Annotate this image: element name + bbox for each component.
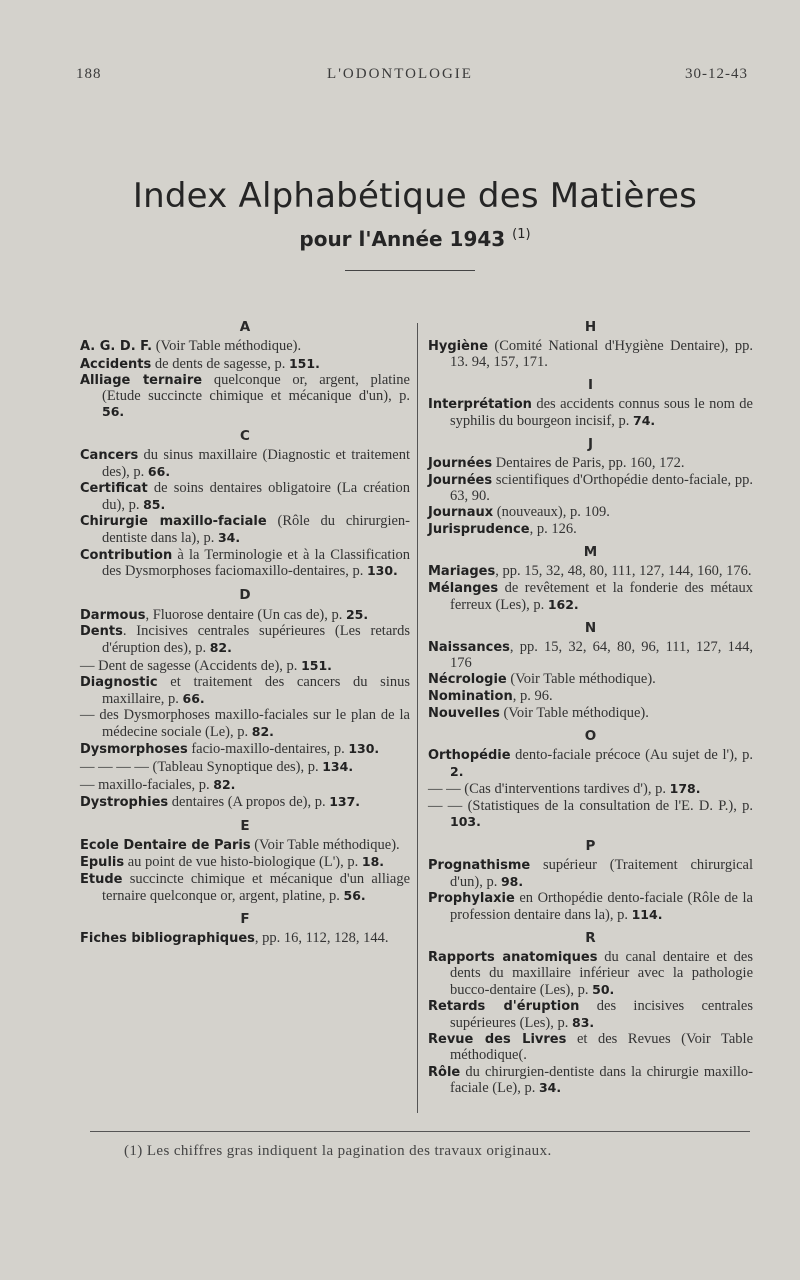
entry-page-ref: 134. (322, 759, 354, 775)
entry-page-ref: 34. (217, 529, 241, 545)
footnote-rule (90, 1131, 750, 1132)
index-entry (428, 858, 753, 890)
entry-text: du sinus maxillaire (Diagnostic et traitement des), p. (102, 446, 410, 480)
index-entry (428, 748, 753, 780)
entry-term: Contribution (80, 547, 173, 563)
subtitle-text: pour l'Année 1943 (299, 227, 506, 251)
entry-term: Rapports anatomiques (428, 950, 598, 966)
entry-text: , pp. 16, 112, 128, 144. (254, 930, 389, 947)
subtitle-footnote-mark: (1) (512, 227, 531, 242)
entry-text: du canal dentaire et des dents du maxillaire inférieur avec la pathologie bucco-dentaire (Les), p. (450, 949, 753, 998)
entry-page-ref: 98. (500, 873, 524, 889)
entry-text: (nouveaux), p. 109. (493, 504, 610, 521)
entry-text: à la Terminologie et à la Classification des Dysmorphoses faciomaxillo-dentaires, p. (102, 546, 410, 580)
entry-text: . Incisives centrales supérieures (Les retards d'éruption des), p. (102, 623, 410, 656)
entry-page-ref: 151. (301, 657, 332, 673)
journal-name: L'ODONTOLOGIE (327, 66, 473, 82)
entry-term: Orthopédie (428, 748, 511, 764)
entry-page-ref: 82. (213, 776, 236, 792)
entry-text: succincte chimique et mécanique d'un alliage ternaire quelconque or, argent, platine, p. (102, 871, 410, 904)
entry-term: Cancers (80, 447, 139, 463)
entry-text: et traitement des cancers du sinus maxillaire, p. (102, 674, 410, 707)
entry-text: de soins dentaires obligatoire (La création du), p. (102, 480, 410, 513)
entry-text: — — (Statistiques de la consultation de l'E. D. P.), p. (428, 797, 753, 814)
entry-text: dentaires (A propos de), p. (168, 794, 330, 811)
entry-text: — — — — (Tableau Synoptique des), p. (80, 759, 323, 776)
index-entry (428, 522, 753, 538)
entry-term: Mariages (428, 564, 496, 580)
entry-text: , pp. 15, 32, 64, 80, 96, 111, 127, 144, 176 (450, 639, 753, 671)
section-letter: E (240, 817, 250, 834)
entry-text: (Rôle du chirurgien-dentiste dans la), p. (102, 513, 410, 546)
entry-page-ref: 82. (209, 639, 232, 655)
index-entry (428, 999, 753, 1031)
entry-text: — — (Cas d'interventions tardives d'), p. (428, 781, 670, 798)
entry-term: A. G. D. F. (80, 339, 153, 354)
entry-text: du chirurgien-dentiste dans la chirurgie maxillo-faciale (Le), p. (450, 1063, 753, 1097)
index-entry (80, 675, 410, 707)
index-entry (428, 564, 753, 580)
entry-text: supérieur (Traitement chirurgical d'un), p. (450, 857, 753, 890)
entry-page-ref: 34. (538, 1080, 562, 1096)
index-entry (80, 658, 410, 675)
entry-term: Chirurgie maxillo-faciale (80, 514, 267, 530)
section-letter: C (240, 427, 250, 444)
entry-term: Retards d'éruption (428, 999, 580, 1015)
entry-text: facio-maxillo-dentaires, p. (187, 741, 349, 758)
index-entry (80, 708, 410, 740)
entry-term: Mélanges (428, 580, 499, 596)
entry-text: des accidents connus sous le nom de syphilis du bourgeon incisif, p. (450, 396, 753, 429)
entry-page-ref: 66. (147, 463, 171, 479)
entry-text: et des Revues (Voir Table méthodique(. (450, 1031, 754, 1063)
index-entry (80, 339, 410, 355)
entry-term: Nouvelles (428, 705, 500, 721)
index-entry (80, 872, 410, 904)
page-number: 188 (76, 66, 102, 82)
entry-term: Epulis (80, 855, 125, 871)
entry-text: , Fluorose dentaire (Un cas de), p. (145, 606, 346, 623)
index-entry (428, 891, 753, 923)
index-entry (80, 854, 410, 871)
index-entry (428, 505, 753, 521)
index-entry (80, 373, 410, 421)
entry-term: Alliage ternaire (80, 373, 203, 389)
entry-text: de dents de sagesse, p. (151, 355, 289, 372)
entry-text: (Voir Table méthodique). (506, 671, 656, 688)
page-title: Index Alphabétique des Matières (132, 176, 698, 216)
entry-text: — maxillo-faciales, p. (80, 776, 214, 793)
entry-page-ref: 162. (547, 596, 579, 612)
entry-page-ref: 56. (343, 887, 366, 903)
entry-text: en Orthopédie dento-faciale (Rôle de la profession dentaire dans la), p. (450, 890, 753, 923)
index-entry (428, 950, 753, 998)
entry-term: Naissances (428, 640, 510, 656)
entry-term: Journaux (428, 505, 494, 521)
index-entry (80, 624, 410, 656)
entry-page-ref: 130. (366, 563, 398, 579)
entry-text: scientifiques d'Orthopédie dento-faciale, pp. 63, 90. (450, 471, 753, 504)
entry-term: Dysmorphoses (80, 742, 188, 758)
entry-page-ref: 18. (361, 854, 385, 870)
page-subtitle (0, 227, 800, 251)
entry-text: (Voir Table méthodique). (250, 836, 400, 853)
entry-term: Interprétation (428, 397, 532, 413)
index-entry (80, 777, 410, 794)
index-entry (80, 759, 410, 776)
section-letter: M (583, 544, 598, 561)
entry-text: (Voir Table méthodique). (152, 338, 302, 354)
entry-term: Etude (80, 872, 123, 888)
title-rule (345, 270, 475, 271)
entry-text: quelconque or, argent, platine (Etude succincte chimique et mécanique d'un), p. (102, 372, 410, 404)
entry-text: , p. 126. (529, 520, 577, 537)
entry-page-ref: 25. (345, 606, 369, 622)
entry-page-ref: 137. (329, 794, 361, 810)
entry-text: au point de vue histo-biologique (L'), p. (124, 854, 362, 871)
entry-term: Revue des Livres (428, 1032, 567, 1048)
entry-page-ref: 66. (182, 690, 205, 706)
index-entry (80, 741, 410, 758)
section-letter: N (584, 620, 597, 637)
entry-term: Diagnostic (80, 675, 158, 691)
entry-term: Darmous (80, 607, 146, 623)
entry-page-ref: 151. (288, 355, 320, 371)
index-entry (80, 607, 410, 624)
entry-page-ref: 2. (450, 763, 464, 779)
entry-term: Prognathisme (428, 858, 531, 874)
index-entry (428, 397, 753, 429)
entry-page-ref: 83. (572, 1014, 595, 1030)
issue-date: 30-12-43 (685, 66, 748, 82)
index-entry (428, 473, 753, 504)
entry-page-ref: 130. (348, 741, 380, 757)
entry-text: (Voir Table méthodique). (499, 704, 649, 721)
entry-term: Journées (428, 456, 493, 472)
index-entry (428, 799, 753, 831)
index-entry (428, 672, 753, 688)
entry-text: , pp. 15, 32, 48, 80, 111, 127, 144, 160, 176. (495, 563, 752, 580)
entry-term: Accidents (80, 356, 152, 372)
entry-page-ref: 178. (669, 781, 701, 797)
entry-term: Jurisprudence (428, 521, 530, 537)
entry-term: Ecole Dentaire de Paris (80, 837, 251, 853)
entry-page-ref: 85. (143, 496, 166, 512)
entry-term: Hygiène (428, 339, 489, 354)
index-entry (80, 794, 410, 811)
entry-text: , p. 96. (512, 687, 553, 704)
entry-term: Prophylaxie (428, 891, 515, 907)
index-entry (428, 706, 753, 722)
entry-text: — Dent de sagesse (Accidents de), p. (80, 657, 302, 674)
entry-term: Nomination (428, 688, 513, 704)
index-entry (428, 689, 753, 705)
index-entry (428, 781, 753, 798)
entry-term: Fiches bibliographiques (80, 931, 255, 947)
entry-page-ref: 50. (592, 981, 615, 997)
section-letter: A (239, 319, 251, 335)
index-entry (80, 838, 410, 854)
index-entry (428, 339, 753, 370)
entry-text: de revêtement et la fonderie des métaux ferreux (Les), p. (450, 579, 753, 613)
section-letter: P (585, 838, 596, 855)
entry-page-ref: 82. (251, 723, 274, 739)
entry-text: Dentaires de Paris, pp. 160, 172. (492, 455, 685, 472)
index-entry (428, 581, 753, 613)
running-header (0, 66, 800, 90)
index-column-right (428, 312, 753, 1098)
section-letter: J (587, 436, 594, 453)
section-letter: F (240, 911, 250, 928)
entry-page-ref: 74. (633, 412, 656, 428)
column-divider (417, 323, 418, 1113)
entry-term: Journées (428, 472, 493, 488)
index-entry (80, 931, 410, 947)
entry-page-ref: 103. (450, 814, 481, 830)
entry-term: Dystrophies (80, 795, 169, 811)
entry-term: Dents (80, 624, 123, 640)
index-entry (428, 456, 753, 472)
entry-term: Rôle (428, 1064, 461, 1080)
index-entry (428, 1032, 753, 1063)
section-letter: O (584, 728, 597, 745)
entry-text: dento-faciale précoce (Au sujet de l'), p. (510, 747, 753, 764)
index-entry (428, 1065, 753, 1097)
index-entry (80, 481, 410, 513)
entry-page-ref: 114. (631, 906, 663, 922)
section-letter: D (239, 586, 251, 603)
index-column-left (80, 312, 410, 948)
index-entry (428, 640, 753, 671)
section-letter: R (585, 930, 596, 947)
entry-text: (Comité National d'Hygiène Dentaire), pp. 13. 94, 157, 171. (450, 338, 753, 370)
entry-page-ref: 56. (102, 404, 125, 420)
index-entry (80, 356, 410, 373)
index-entry (80, 514, 410, 546)
index-entry (80, 548, 410, 580)
section-letter: I (587, 377, 594, 394)
entry-term: Nécrologie (428, 672, 507, 688)
entry-text: — des Dysmorphoses maxillo-faciales sur le plan de la médecine sociale (Le), p. (80, 707, 410, 740)
index-entry (80, 448, 410, 480)
footnote: (1) Les chiffres gras indiquent la pagination des travaux originaux. (124, 1143, 552, 1159)
section-letter: H (584, 319, 597, 335)
entry-term: Certificat (80, 481, 148, 497)
entry-text: des incisives centrales supérieures (Les), p. (450, 998, 754, 1031)
